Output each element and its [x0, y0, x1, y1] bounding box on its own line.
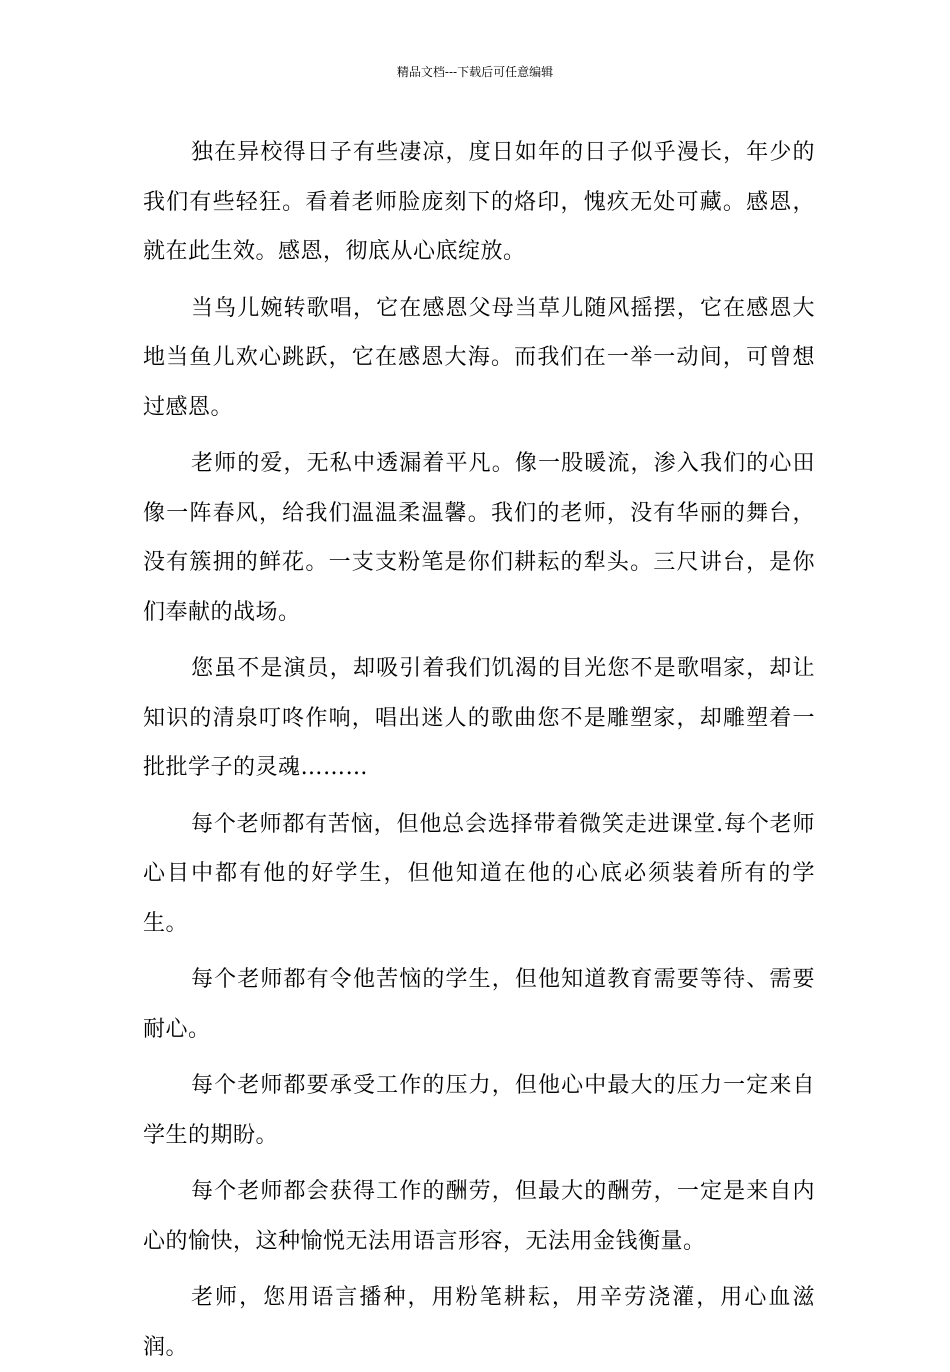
paragraph: 每个老师都有苦恼，但他总会选择带着微笑走进课堂.每个老师心目中都有他的好学生，但他知道在他的心底必须装着所有的学生。	[143, 811, 815, 936]
paragraph: 独在异校得日子有些凄凉，度日如年的日子似乎漫长，年少的我们有些轻狂。看着老师脸庞刻下的烙印，愧疚无处可藏。感恩，就在此生效。感恩，彻底从心底绽放。	[143, 140, 815, 264]
paragraph: 每个老师都有令他苦恼的学生，但他知道教育需要等待、需要耐心。	[143, 967, 815, 1042]
paragraph: 每个老师都会获得工作的酬劳，但最大的酬劳，一定是来自内心的愉快，这种愉悦无法用语言形容，无法用金钱衡量。	[143, 1179, 815, 1254]
page-header: 精品文档---下载后可任意编辑	[396, 65, 554, 79]
document-body	[143, 128, 815, 1372]
paragraph: 当鸟儿婉转歌唱，它在感恩父母当草儿随风摇摆，它在感恩大地当鱼儿欢心跳跃，它在感恩大海。而我们在一举一动间，可曾想过感恩。	[143, 295, 815, 420]
paragraph: 老师，您用语言播种，用粉笔耕耘，用辛劳浇灌，用心血滋润。	[143, 1285, 815, 1360]
paragraph: 老师的爱，无私中透漏着平凡。像一股暖流，渗入我们的心田像一阵春风，给我们温温柔温馨。我们的老师，没有华丽的舞台，没有簇拥的鲜花。一支支粉笔是你们耕耘的犁头。三尺讲台，是你们奉献的战场。	[143, 451, 815, 625]
paragraph: 您虽不是演员，却吸引着我们饥渴的目光您不是歌唱家，却让知识的清泉叮咚作响，唱出迷人的歌曲您不是雕塑家，却雕塑着一批批学子的灵魂………	[143, 656, 815, 780]
paragraph: 每个老师都要承受工作的压力，但他心中最大的压力一定来自学生的期盼。	[143, 1073, 815, 1148]
